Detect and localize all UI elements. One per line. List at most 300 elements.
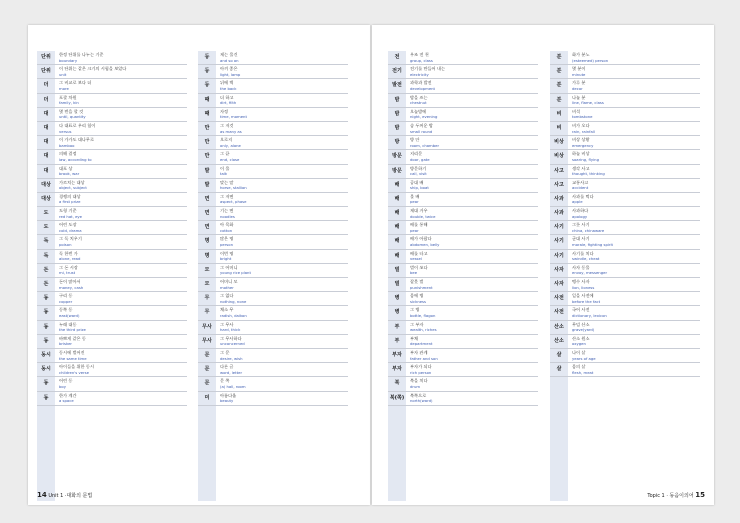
- english-translation: time, moment: [220, 114, 247, 120]
- english-translation: decor: [572, 85, 583, 91]
- korean-definition: 교통사고: [572, 179, 589, 185]
- entry-word: 비상: [554, 153, 564, 160]
- vocab-entry: [550, 292, 700, 306]
- korean-definition: 오늘밤에: [410, 108, 427, 114]
- korean-definition: 나이 살: [572, 349, 586, 355]
- entry-word: 방: [394, 139, 400, 146]
- english-translation: more: [59, 85, 69, 91]
- korean-definition: 배를 통해: [410, 222, 428, 228]
- vocab-entry: [37, 65, 187, 79]
- english-translation: (a) hall, room: [220, 383, 246, 389]
- vocab-entry: [388, 392, 538, 406]
- korean-definition: 그 문: [220, 349, 230, 355]
- vocab-entry: [198, 335, 348, 349]
- entry-word: 사자: [554, 281, 564, 287]
- vocab-entry: [388, 235, 538, 249]
- korean-definition: 사과를 먹다: [572, 193, 594, 199]
- english-translation: minute: [572, 71, 586, 77]
- korean-definition: 무덤 산소: [572, 321, 590, 327]
- english-translation: bright: [220, 256, 232, 262]
- korean-definition: 사과하다: [572, 208, 589, 214]
- entry-definition: [55, 94, 187, 106]
- korean-definition: 누래 대동: [59, 321, 77, 327]
- vocab-entry: [37, 150, 187, 164]
- entry-definition: [568, 278, 700, 290]
- english-translation: apology: [572, 213, 588, 219]
- english-translation: ship, boat: [410, 185, 429, 191]
- vocab-entry: [37, 278, 187, 292]
- vocab-entry: [198, 250, 348, 264]
- korean-definition: 구리 동: [59, 293, 73, 299]
- korean-definition: 도형 기준: [59, 208, 77, 214]
- entry-word: 무사: [202, 323, 212, 330]
- english-translation: (esteemed) person: [572, 57, 609, 63]
- entry-word: 동: [43, 337, 49, 344]
- korean-definition: 그릇 사기: [572, 222, 590, 228]
- entry-word: 등: [204, 82, 210, 89]
- vocab-entry: [37, 250, 187, 264]
- entry-definition: [568, 363, 700, 375]
- english-translation: dictionary, lexicon: [572, 312, 607, 318]
- vocab-entry: [198, 79, 348, 93]
- entry-word: 독: [43, 252, 49, 259]
- korean-definition: 방문하기: [410, 165, 427, 171]
- korean-definition: 배를 타고: [410, 250, 428, 256]
- right-column-2: [550, 51, 700, 377]
- entry-definition: [216, 179, 348, 191]
- entry-word: 등: [204, 68, 210, 75]
- entry-word: 말: [204, 181, 210, 188]
- vocab-entry: [198, 363, 348, 377]
- entry-definition: [216, 278, 348, 290]
- english-translation: years of age: [572, 355, 596, 361]
- korean-definition: 산소 원소: [572, 335, 590, 341]
- entry-word: 면: [204, 195, 210, 202]
- left-footer-text: Unit 1 ·대화의 문법: [48, 493, 93, 499]
- english-translation: lion, lioness: [572, 284, 595, 290]
- korean-definition: 하늘 비상: [572, 151, 590, 157]
- vocab-entry: [37, 335, 187, 349]
- entry-definition: [406, 150, 538, 162]
- english-translation: versus: [59, 128, 72, 134]
- korean-definition: 국어 사전: [572, 307, 590, 313]
- korean-definition: 이 물: [220, 165, 230, 171]
- entry-definition: [55, 207, 187, 219]
- entry-definition: [568, 306, 700, 318]
- vocab-entry: [550, 306, 700, 320]
- entry-word: 부자: [392, 366, 402, 373]
- entry-definition: [216, 79, 348, 91]
- entry-word: 사고: [554, 181, 564, 188]
- entry-definition: [568, 94, 700, 106]
- entry-word: 사과: [554, 195, 564, 202]
- vocab-entry: [37, 349, 187, 363]
- vocab-entry: [388, 221, 538, 235]
- korean-definition: 비가 오다: [572, 122, 590, 128]
- vocab-entry: [37, 179, 187, 193]
- entry-word: 단위: [41, 68, 51, 75]
- entry-word: 대: [43, 110, 49, 117]
- english-translation: object, subject: [59, 185, 87, 191]
- entry-definition: [568, 250, 700, 262]
- entry-definition: [55, 136, 187, 148]
- english-translation: door, gate: [410, 156, 430, 162]
- korean-definition: 그 저것: [220, 122, 234, 128]
- korean-definition: 문 쪽: [220, 378, 230, 384]
- korean-definition: 그 무사: [220, 321, 234, 327]
- entry-word: 벌: [394, 266, 400, 273]
- entry-definition: [568, 51, 700, 63]
- korean-definition: 이 단위는 같은 크기의 시험을 보았다: [59, 66, 127, 72]
- korean-definition: 공대 배: [410, 179, 424, 185]
- entry-definition: [216, 335, 348, 347]
- english-translation: grave(yard): [572, 327, 595, 333]
- entry-word: 무사: [202, 337, 212, 344]
- english-translation: cold, drama: [59, 227, 82, 233]
- english-translation: mother: [220, 284, 234, 290]
- entry-definition: [216, 108, 348, 120]
- entry-definition: [55, 193, 187, 205]
- english-translation: thought, thinking: [572, 171, 605, 177]
- vocab-entry: [198, 207, 348, 221]
- entry-word: 배: [394, 181, 400, 188]
- english-translation: electricity: [410, 71, 429, 77]
- entry-word: 말: [204, 167, 210, 174]
- korean-definition: 제대 거우: [410, 208, 428, 214]
- entry-definition: [568, 122, 700, 134]
- korean-definition: 북을 치다: [410, 378, 428, 384]
- entry-definition: [55, 51, 187, 63]
- english-translation: call, visit: [410, 171, 427, 177]
- entry-definition: [406, 250, 538, 262]
- entry-definition: [55, 321, 187, 333]
- entry-definition: [216, 377, 348, 389]
- korean-definition: 한가 계간: [59, 392, 77, 398]
- english-translation: room, chamber: [410, 142, 440, 148]
- entry-word: 전: [394, 54, 400, 60]
- entry-definition: [406, 292, 538, 304]
- entry-word: 대: [43, 153, 49, 160]
- english-translation: father and son: [410, 355, 438, 361]
- left-page-number: 14: [37, 491, 47, 499]
- english-translation: desire, wish: [220, 355, 243, 361]
- english-translation: wealth, riches: [410, 327, 437, 333]
- entry-word: 살: [556, 351, 562, 358]
- korean-definition: 몇 번을 할 것: [59, 108, 84, 114]
- english-translation: drum: [410, 383, 421, 389]
- vocab-entry: [550, 250, 700, 264]
- entry-definition: [568, 292, 700, 304]
- english-translation: abdomen, belly: [410, 242, 440, 248]
- korean-definition: 이 가가도 대나무로: [59, 137, 95, 143]
- entry-word: 발전: [392, 82, 402, 89]
- english-translation: rich person: [410, 369, 432, 375]
- entry-word: 무: [204, 309, 210, 316]
- entry-definition: [216, 306, 348, 318]
- entry-word: 대상: [41, 181, 51, 188]
- korean-definition: 바쁘게 같은 동: [59, 335, 86, 341]
- entry-word: 비상: [554, 139, 564, 146]
- vocab-entry: [550, 165, 700, 179]
- vocab-entry: [37, 51, 187, 65]
- vocab-entry: [37, 321, 187, 335]
- entry-word: 배: [394, 238, 400, 245]
- vocab-entry: [550, 221, 700, 235]
- entry-definition: [406, 65, 538, 77]
- korean-definition: 배가 아팠다: [410, 236, 432, 242]
- english-translation: the third prize: [59, 327, 86, 333]
- english-translation: dirt, filth: [220, 100, 237, 106]
- entry-definition: [406, 136, 538, 148]
- english-translation: group, class: [410, 57, 433, 63]
- entry-word: 사기: [554, 252, 564, 259]
- entry-definition: [216, 235, 348, 247]
- english-translation: morale, fighting spirit: [572, 242, 614, 248]
- korean-definition: 채소 무: [220, 307, 234, 313]
- entry-definition: [406, 122, 538, 134]
- english-translation: cotton: [220, 227, 233, 233]
- entry-definition: [568, 207, 700, 219]
- korean-definition: 밤을 즈는: [410, 94, 428, 100]
- korean-definition: 일을 사전에: [572, 293, 594, 299]
- entry-word: 동: [43, 380, 49, 387]
- right-page-number: 15: [695, 491, 705, 499]
- entry-definition: [406, 278, 538, 290]
- english-translation: small round: [410, 128, 433, 134]
- entry-word: 밤: [394, 124, 400, 131]
- entry-definition: [216, 165, 348, 177]
- korean-definition: 아끼 좋은: [220, 66, 238, 72]
- english-translation: sickness: [410, 298, 427, 304]
- english-translation: a space: [59, 398, 74, 404]
- entry-definition: [406, 221, 538, 233]
- entry-definition: [216, 122, 348, 134]
- entry-word: 배: [394, 252, 400, 259]
- vocab-entry: [198, 150, 348, 164]
- entry-word: 비: [556, 124, 562, 131]
- english-translation: only, alone: [220, 142, 241, 148]
- english-translation: children's verse: [59, 369, 89, 375]
- entry-definition: [55, 179, 187, 191]
- entry-word: 사과: [554, 210, 564, 217]
- vocab-entry: [388, 250, 538, 264]
- korean-definition: 그 무사하다: [220, 335, 242, 341]
- entry-definition: [568, 221, 700, 233]
- english-translation: bamboo: [59, 142, 75, 148]
- entry-definition: [406, 94, 538, 106]
- entry-word: 도: [43, 224, 49, 231]
- entry-word: 동: [43, 323, 49, 330]
- entry-definition: [568, 235, 700, 247]
- korean-definition: 화가 분노: [572, 52, 590, 57]
- entry-word: 면: [204, 224, 210, 231]
- entry-definition: [406, 179, 538, 191]
- entry-word: 더: [43, 82, 49, 89]
- entry-definition: [216, 150, 348, 162]
- english-translation: young rice plant: [220, 270, 251, 276]
- korean-definition: 독 한번 가: [59, 250, 78, 256]
- vocab-entry: [37, 392, 187, 406]
- entry-definition: [406, 264, 538, 276]
- korean-definition: 그 병: [410, 307, 420, 313]
- english-translation: unit: [59, 71, 67, 77]
- korean-definition: 방 안: [410, 137, 420, 143]
- korean-definition: 돈이 많아서: [59, 279, 81, 284]
- entry-definition: [406, 108, 538, 120]
- right-footer: [647, 491, 705, 499]
- korean-definition: 다른 글: [220, 364, 234, 370]
- entry-definition: [55, 335, 187, 347]
- entry-definition: [55, 306, 187, 318]
- korean-definition: 가르치는 대상: [59, 179, 85, 185]
- english-translation: copper: [59, 298, 73, 304]
- vocab-entry: [388, 51, 538, 65]
- korean-definition: 제는 물건: [220, 52, 238, 57]
- english-translation: talk: [220, 171, 228, 177]
- english-translation: horse, stallion: [220, 185, 247, 191]
- entry-definition: [216, 349, 348, 361]
- english-translation: family, kin: [59, 100, 79, 106]
- entry-definition: [55, 292, 187, 304]
- vocab-entry: [550, 321, 700, 335]
- korean-definition: 다 대표로 우리 힘이: [59, 122, 96, 128]
- korean-definition: 동쪽 동: [59, 307, 73, 313]
- vocab-entry: [550, 349, 700, 363]
- english-translation: brook, war: [59, 171, 80, 177]
- korean-definition: 사자 동물: [572, 264, 590, 270]
- vocab-entry: [550, 235, 700, 249]
- korean-definition: 그 독 치우기: [59, 236, 82, 242]
- entry-definition: [216, 207, 348, 219]
- entry-definition: [216, 51, 348, 63]
- vocab-entry: [37, 235, 187, 249]
- vocab-entry: [198, 278, 348, 292]
- entry-word: 분: [556, 68, 562, 75]
- korean-definition: 더 하고: [220, 94, 234, 100]
- vocab-entry: [37, 136, 187, 150]
- english-translation: noodles: [220, 213, 235, 219]
- vocab-entry: [550, 264, 700, 278]
- korean-definition: 뒤에 벽: [220, 80, 234, 86]
- left-column-1: [37, 51, 187, 406]
- entry-definition: [55, 108, 187, 120]
- vocab-entry: [388, 306, 538, 320]
- entry-definition: [55, 250, 187, 262]
- vocab-entry: [198, 65, 348, 79]
- entry-word: 등: [204, 54, 210, 60]
- english-translation: and so on: [220, 57, 239, 63]
- english-translation: word, letter: [220, 369, 243, 375]
- vocab-entry: [198, 292, 348, 306]
- entry-word: 명: [204, 238, 210, 245]
- english-translation: china, chinaware: [572, 227, 605, 233]
- entry-word: 문: [204, 351, 210, 358]
- korean-definition: 이번 명: [220, 250, 234, 256]
- english-translation: the back: [220, 85, 237, 91]
- korean-definition: 아이들을 위한 동시: [59, 364, 95, 370]
- vocab-entry: [198, 377, 348, 391]
- entry-word: 단위: [41, 54, 51, 60]
- korean-definition: 경쟁의 대상: [59, 193, 81, 199]
- korean-definition: 그 돈 시장: [59, 264, 78, 270]
- entry-word: 부: [394, 337, 400, 344]
- entry-word: 분: [556, 82, 562, 89]
- vocab-entry: [388, 165, 538, 179]
- entry-word: 면: [204, 210, 210, 217]
- entry-word: 모: [204, 281, 210, 287]
- entry-word: 북(쪽): [389, 394, 405, 401]
- vocab-entry: [388, 207, 538, 221]
- vocab-entry: [388, 349, 538, 363]
- vocab-entry: [198, 306, 348, 320]
- entry-definition: [55, 65, 187, 77]
- korean-definition: 포괄 차원: [59, 94, 77, 100]
- right-column-1: [388, 51, 538, 406]
- vocab-entry: [198, 108, 348, 122]
- entry-word: 무: [204, 295, 210, 302]
- vocab-entry: [37, 306, 187, 320]
- korean-definition: 물 배: [410, 193, 420, 199]
- english-translation: nothing, none: [220, 298, 247, 304]
- vocab-entry: [550, 150, 700, 164]
- english-translation: chestnut: [410, 100, 427, 106]
- korean-definition: 몸의 살: [572, 364, 586, 370]
- korean-definition: 어머니 모: [220, 279, 238, 284]
- entry-word: 문: [204, 380, 210, 387]
- vocab-entry: [388, 335, 538, 349]
- entry-definition: [406, 321, 538, 333]
- english-translation: brisker: [59, 341, 72, 347]
- korean-definition: 부자가 되다: [410, 364, 432, 370]
- vocab-entry: [198, 136, 348, 150]
- entry-word: 방문: [392, 153, 402, 160]
- entry-definition: [568, 65, 700, 77]
- entry-word: 사기: [554, 224, 564, 231]
- vocab-entry: [388, 179, 538, 193]
- entry-definition: [55, 349, 187, 361]
- english-translation: line, flame, class: [572, 100, 604, 106]
- vocab-entry: [388, 136, 538, 150]
- korean-definition: 몸에 병: [410, 293, 424, 299]
- korean-definition: 대포 상: [59, 165, 73, 171]
- entry-definition: [568, 321, 700, 333]
- vocab-entry: [198, 165, 348, 179]
- left-page: [28, 25, 370, 505]
- english-translation: bee: [410, 270, 418, 276]
- vocab-entry: [550, 363, 700, 377]
- entry-definition: [216, 94, 348, 106]
- entry-word: 부자: [392, 351, 402, 358]
- vocab-entry: [388, 278, 538, 292]
- korean-definition: 의해 결정: [59, 151, 77, 157]
- entry-definition: [55, 264, 187, 276]
- english-translation: east(ward): [59, 312, 80, 318]
- entry-word: 병: [394, 309, 400, 316]
- vocab-entry: [37, 165, 187, 179]
- english-translation: soaring, flying: [572, 156, 599, 162]
- entry-definition: [406, 165, 538, 177]
- entry-definition: [406, 335, 538, 347]
- entry-word: 동: [43, 295, 49, 302]
- english-translation: double, twice: [410, 213, 436, 219]
- entry-word: 도: [43, 210, 49, 217]
- english-translation: apple: [572, 199, 583, 205]
- english-translation: swindle, cheat: [572, 256, 600, 262]
- korean-definition: 나눌 분: [572, 94, 586, 100]
- english-translation: mi, trust: [59, 270, 76, 276]
- korean-definition: 오로지: [220, 137, 233, 143]
- vocab-entry: [388, 264, 538, 278]
